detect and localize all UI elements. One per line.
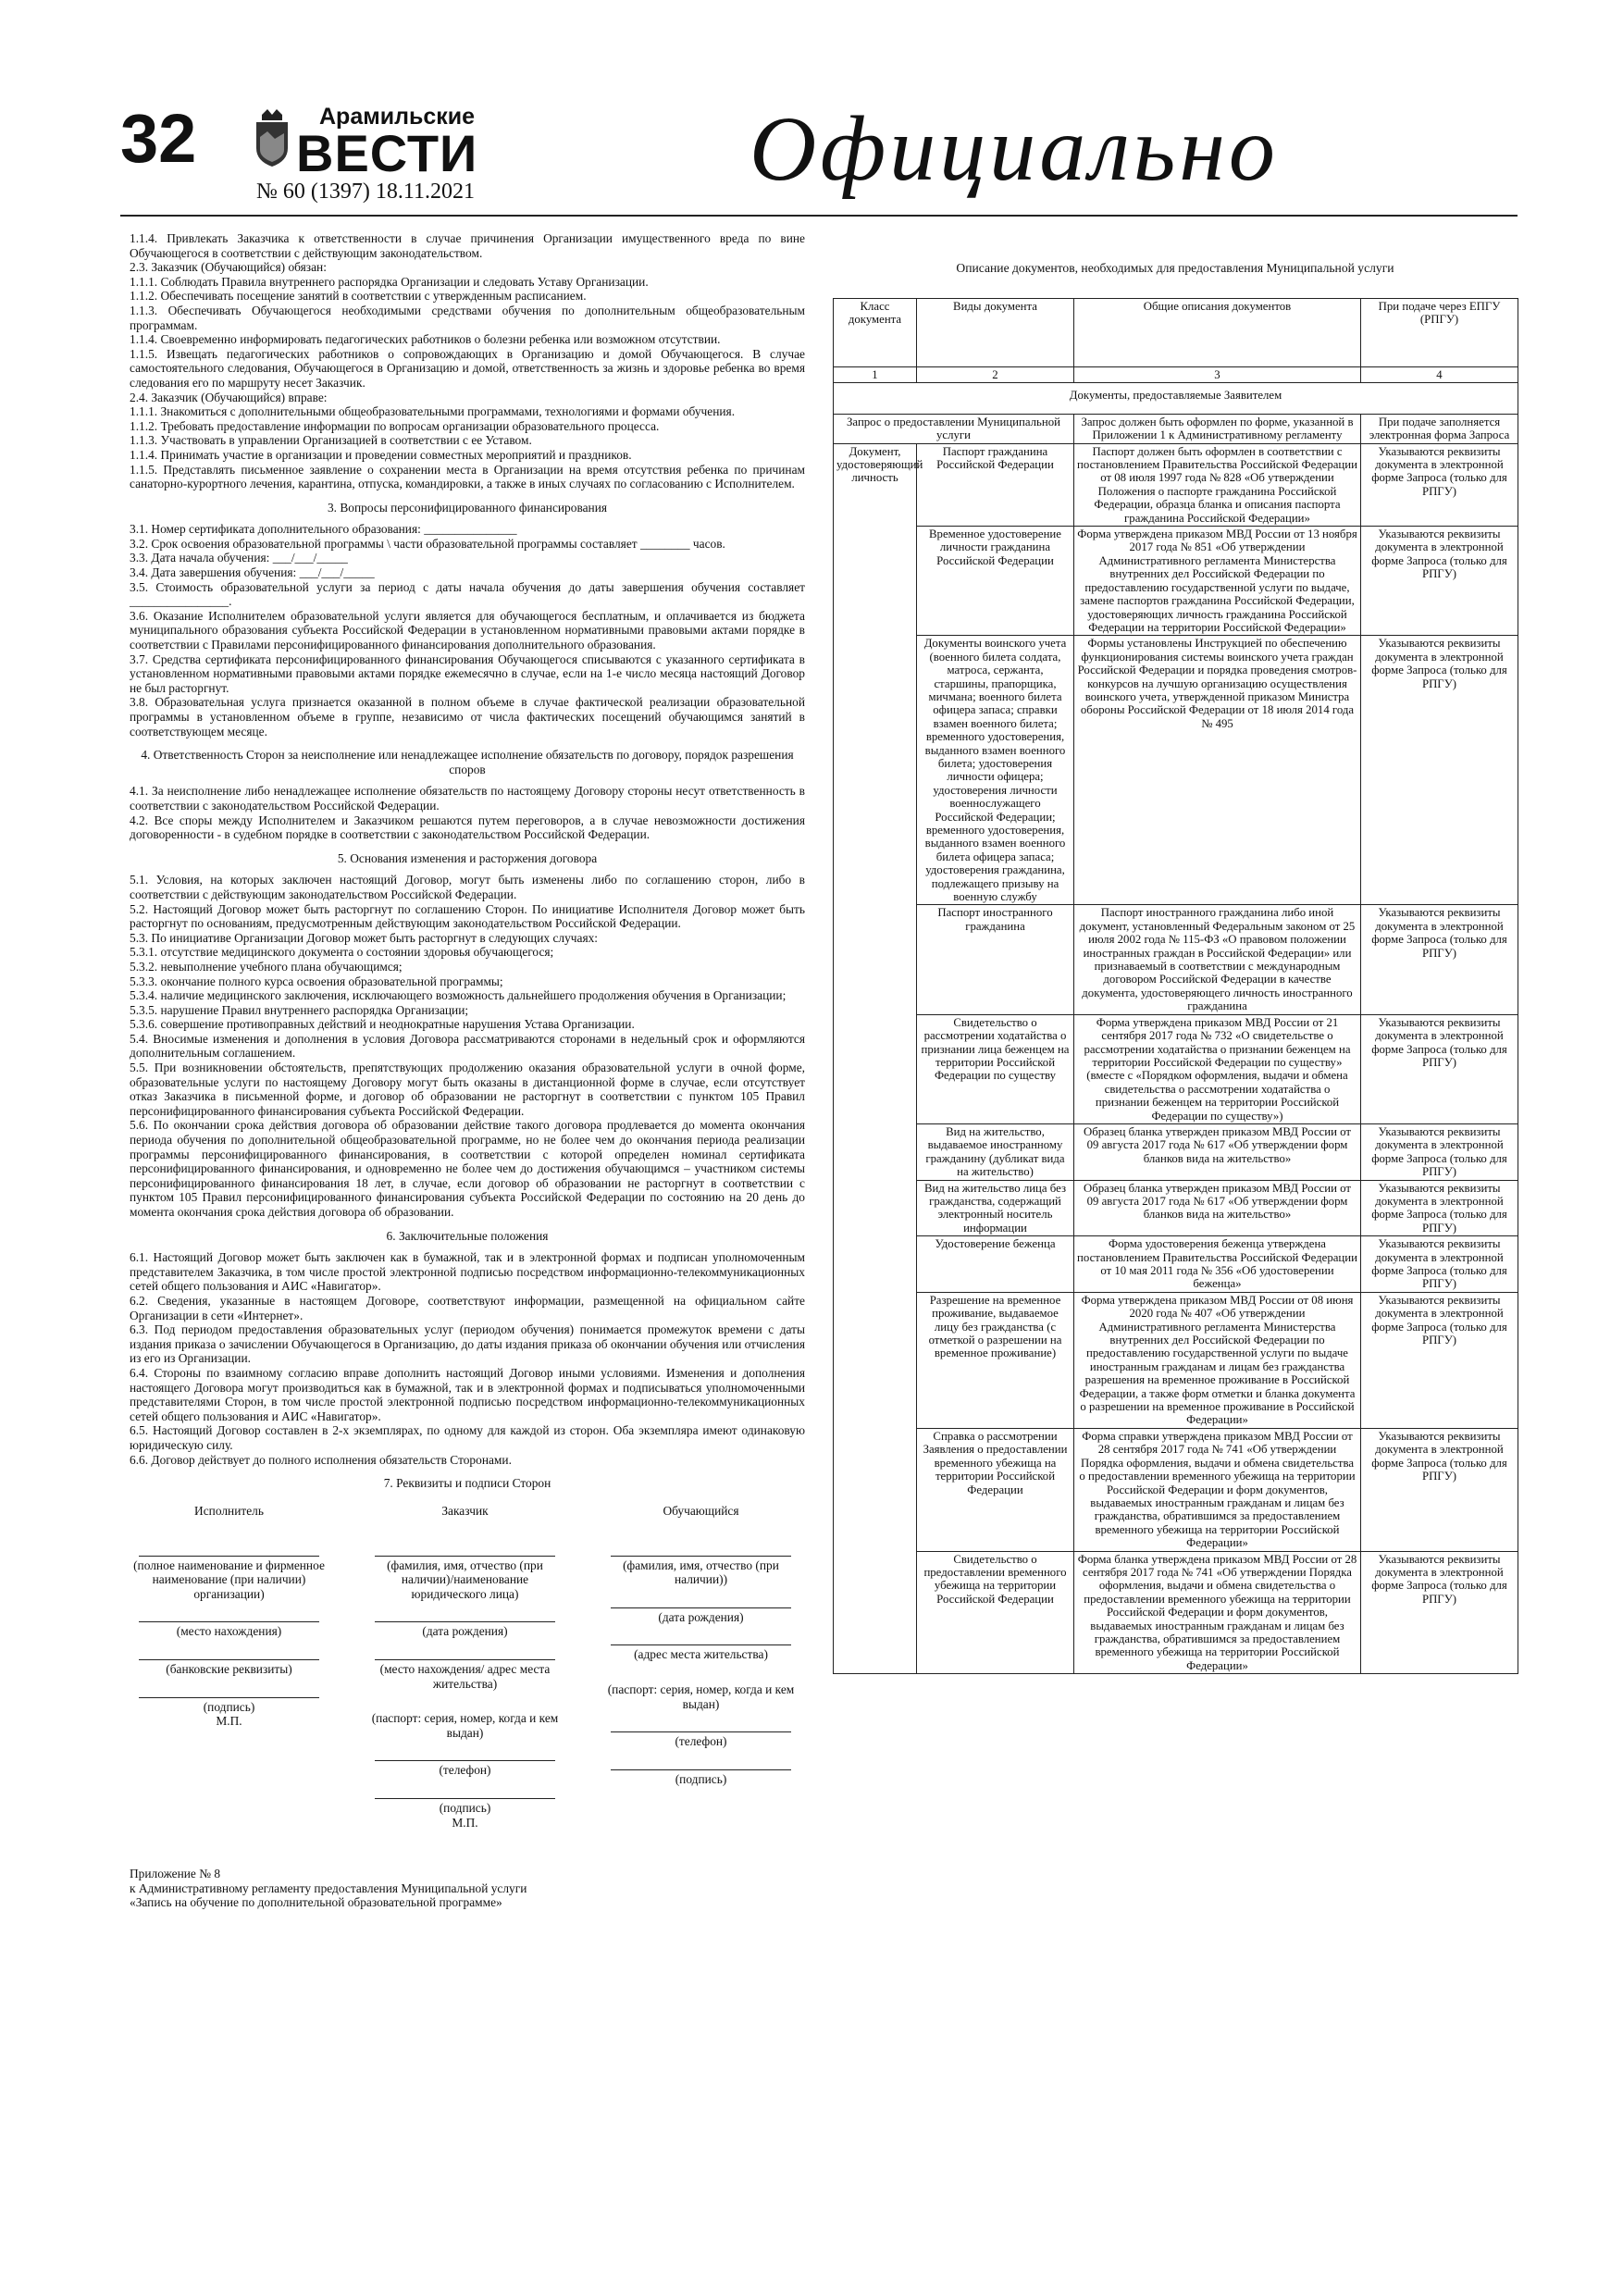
issue-info: № 60 (1397) 18.11.2021 [256,180,475,204]
section-title: 4. Ответственность Сторон за неисполнение или ненадлежащее исполнение обязательств по договору, порядок разрешения споров [141,748,794,776]
paragraph: 3.8. Образовательная услуга признается оказанной в полном объеме в случае фактической реализации образовательной программы в установленном объеме в группе, независимо от числа фактических посещений обучающимся занятий в соответствующем месяце. [130,695,805,738]
table-row [834,1180,1518,1236]
paragraph: 1.1.5. Извещать педагогических работников о сопровождающих в Организацию и домой Обучающегося. В случае самостоятельного следования, Обучающегося в Организацию и домой, ответственность за жизнь и здоровье ребенка во время следования его по маршруту несет Заказчик. [130,346,805,390]
paragraph: 2.4. Заказчик (Обучающийся) вправе: [130,390,328,404]
signature-column-executor [130,1504,328,1729]
signature-field: (телефон) [675,1734,727,1749]
table-header-cell: Общие описания документов [1074,299,1361,367]
table-cell: При подаче заполняется электронная форма Запроса [1361,414,1518,443]
stamp-mark: М.П. [452,1815,478,1830]
header-rule [120,215,1518,217]
paragraph: 5.3. По инициативе Организации Договор может быть расторгнут в следующих случаях: [130,930,599,945]
table-cell: Запрос должен быть оформлен по форме, указанной в Приложении 1 к Административному регламенту [1074,414,1361,443]
paragraph: 3.4. Дата завершения обучения: ___/___/_____ [130,565,375,580]
table-header-cell: При подаче через ЕПГУ (РПГУ) [1361,299,1518,367]
contract-text-column [130,231,805,2277]
signature-head: Заказчик [441,1504,489,1518]
table-section-title: Документы, предоставляемые Заявителем [834,383,1518,414]
signature-column-student [601,1504,800,1806]
stamp-mark: М.П. [216,1714,242,1729]
page-number: 32 [120,100,197,177]
table-cell: Форма бланка утверждена приказом МВД России от 28 сентября 2017 года № 741 «Об утверждении Порядка оформления, выдачи и обмена свидетельства о предоставлении временного убежища на территории Российской Федерации и форм документов, выдаваемых иностранным гражданам и лицам без гражданства, обратившимся за предоставлением временного убежища на территории Российской Федерации» [1074,1551,1361,1674]
paragraph: 6.5. Настоящий Договор составлен в 2-х экземплярах, по одному для каждой из сторон. Оба экземпляра имеют одинаковую юридическую силу. [130,1423,805,1452]
table-row [834,1014,1518,1123]
signature-field: (подпись) [675,1771,727,1786]
table-cell: Указываются реквизиты документа в электронной форме Запроса (только для РПГУ) [1361,636,1518,905]
table-cell: Формы установлены Инструкцией по обеспечению функционирования системы воинского учета граждан Российской Федерации и порядка проведения смотров-конкурсов на лучшую организацию осуществления воинского учета, утвержденной приказом Министра обороны Российской Федерации от 18 июля 2014 года № 495 [1074,636,1361,905]
table-cell: Указываются реквизиты документа в электронной форме Запроса (только для РПГУ) [1361,1292,1518,1428]
table-cell: Паспорт должен быть оформлен в соответствии с постановлением Правительства Российской Федерации от 08 июля 1997 года № 828 «Об утверждении Положения о паспорте гражданина Российской Федерации, образца бланка и описания паспорта гражданина Российской Федерации» [1074,443,1361,526]
table-cell: Указываются реквизиты документа в электронной форме Запроса (только для РПГУ) [1361,443,1518,526]
table-cell: Форма утверждена приказом МВД России от 08 июня 2020 года № 407 «Об утверждении Административного регламента Министерства внутренних дел Российской Федерации по предоставлению государственной услуги по выдаче иностранным гражданам и лицам без гражданства разрешения на временное проживание в Российской Федерации, а также форм отметки и бланка документа о разрешении на временное проживание в Российской Федерации» [1074,1292,1361,1428]
table-section-row [834,383,1518,414]
signatures-block [130,1504,805,1830]
paragraph: 6.2. Сведения, указанные в настоящем Договоре, соответствуют информации, размещенной на официальном сайте Организации в сети «Интернет». [130,1293,805,1322]
table-cell: Паспорт иностранного гражданина либо иной документ, установленный Федеральным законом от 25 июля 2002 года № 115-ФЗ «О правовом положении иностранных граждан в Российской Федерации» или признаваемый в соответствии с международным договором Российской Федерации в качестве документа, удостоверяющего личность иностранного гражданина [1074,905,1361,1014]
section-title: 6. Заключительные положения [386,1228,549,1243]
table-cell: Форма утверждена приказом МВД России от 21 сентября 2017 года № 732 «О свидетельстве о рассмотрении ходатайства о признании беженцем на территории Российской Федерации по существу» (вместе с «Порядком оформления, выдачи и обмена свидетельства о рассмотрении ходатайства о признании беженцем на территории Российской Федерации по существу») [1074,1014,1361,1123]
appendix-line: Приложение № 8 [130,1867,221,1880]
signature-field: (место нахождения) [176,1624,282,1639]
table-cell: Вид на жительство лица без гражданства, содержащий электронный носитель информации [917,1180,1074,1236]
table-cell: Указываются реквизиты документа в электронной форме Запроса (только для РПГУ) [1361,1014,1518,1123]
table-cell: Форма удостоверения беженца утверждена постановлением Правительства Российской Федерации от 10 мая 2011 года № 356 «Об удостоверении беженца» [1074,1236,1361,1293]
signature-field: (адрес места жительства) [634,1647,768,1662]
table-cell: Указываются реквизиты документа в электронной форме Запроса (только для РПГУ) [1361,1551,1518,1674]
signature-field: (телефон) [439,1763,491,1778]
paragraph: 6.4. Стороны по взаимному согласию вправе дополнить настоящий Договор иными условиями. Изменения и дополнения настоящего Договора могут производиться как в бумажной, так и в электронной формах и подписываться уполномоченными представителями Сторон, в том числе простой электронной подписью посредством информационно-телекоммуникационных сетей общего пользования и АИС «Навигатор». [130,1365,805,1423]
paragraph: 3.1. Номер сертификата дополнительного образования: _______________ [130,522,517,537]
section-title: 7. Реквизиты и подписи Сторон [383,1476,551,1491]
paragraph: 6.6. Договор действует до полного исполнения обязательств Сторонами. [130,1452,512,1467]
signature-field: (подпись) [203,1699,255,1714]
table-cell: Указываются реквизиты документа в электронной форме Запроса (только для РПГУ) [1361,527,1518,636]
table-cell: Запрос о предоставлении Муниципальной услуги [834,414,1074,443]
table-cell: Паспорт гражданина Российской Федерации [917,443,1074,526]
table-cell: Образец бланка утвержден приказом МВД России от 09 августа 2017 года № 617 «Об утверждении форм бланков вида на жительство» [1074,1180,1361,1236]
paragraph: 5.6. По окончании срока действия договора об образовании действие такого договора продлевается до момента окончания периода обучения по дополнительной общеобразовательной программе, но не более чем до окончания периода реализации программы персонифицированного финансирования, в соответствии с которой определен номинал сертификата персонифицированного финансирования, и одновременно не более чем до достижения обучающимся – участником системы персонифицированного финансирования 18 лет, в случае, если договор об образовании не расторгнут в соответствии с пунктом 105 Правил персонифицированного финансирования субъекта Российской Федерации по состоянию на 20 день до момента окончания срока действия договора об образовании. [130,1118,805,1219]
column-number: 4 [1361,367,1518,383]
column-number: 2 [917,367,1074,383]
table-row [834,443,1518,526]
paragraph: 1.1.1. Соблюдать Правила внутреннего распорядка Организации и следовать Уставу Организации. [130,274,649,289]
table-caption: Описание документов, необходимых для предоставления Муниципальной услуги [956,261,1394,275]
table-cell: Свидетельство о предоставлении временного убежища на территории Российской Федерации [917,1551,1074,1674]
paragraph: 5.3.1. отсутствие медицинского документа о состоянии здоровья обучающегося; [130,945,554,960]
column-number: 3 [1074,367,1361,383]
table-cell: Разрешение на временное проживание, выдаваемое лицу без гражданства (с отметкой о разрешении на временное проживание) [917,1292,1074,1428]
table-body [834,383,1518,1674]
paragraph: 3.7. Средства сертификата персонифицированного финансирования Обучающегося списываются с указанного сертификата в установленном нормативными правовыми актами порядке ежемесячно в случае, если на 1-е число месяца настоящий Договор не был расторгнут. [130,652,805,695]
signature-field: (банковские реквизиты) [166,1661,292,1676]
signature-field: (полное наименование и фирменное наименование (при наличии) организации) [133,1558,325,1601]
signature-field: (дата рождения) [658,1609,744,1624]
table-cell: Указываются реквизиты документа в электронной форме Запроса (только для РПГУ) [1361,1123,1518,1180]
signature-field: (дата рождения) [422,1624,508,1639]
appendix-note [130,1867,805,1910]
paragraph: 5.5. При возникновении обстоятельств, препятствующих продолжению оказания образовательной услуги в очной форме, образовательные услуги по настоящему Договору могут быть оказаны в дистанционной форме в случае, если отсутствует отказ Заказчика в письменной форме, и договор об образовании не расторгнут в соответствии с пунктом 105 Правил персонифицированного финансирования субъекта Российской Федерации. [130,1061,805,1118]
table-cell: Вид на жительство, выдаваемое иностранному гражданину (дубликат вида на жительство) [917,1123,1074,1180]
contract-body [130,231,805,1491]
paragraph: 6.1. Настоящий Договор может быть заключен как в бумажной, так и в электронной формах и подписан уполномоченным представителем Заказчика, в том числе простой электронной подписью посредством информационно-телекоммуникационных сетей общего пользования и АИС «Навигатор». [130,1250,805,1294]
table-cell: Справка о рассмотрении Заявления о предоставлении временного убежища на территории Российской Федерации [917,1428,1074,1551]
signature-field: (подпись) [439,1800,491,1815]
table-header-row [834,299,1518,367]
crest-icon [254,109,290,167]
brand-subtitle: Арамильские [319,104,476,130]
table-row [834,1428,1518,1551]
signature-head: Обучающийся [663,1504,739,1518]
table-header-cell: Виды документа [917,299,1074,367]
table-row [834,1123,1518,1180]
paragraph: 1.1.5. Представлять письменное заявление о сохранении места в Организации на время отсутствия ребенка по причинам санаторно-курортного лечения, карантина, отпуска, командировки, а также в иных случаях по согласованию с Исполнителем. [130,462,805,491]
paragraph: 5.3.5. нарушение Правил внутреннего распорядка Организации; [130,1002,469,1017]
signature-field: (фамилия, имя, отчество (при наличии)/наименование юридического лица) [387,1558,543,1601]
paragraph: 5.3.2. невыполнение учебного плана обучающимся; [130,959,403,974]
paragraph: 1.1.2. Требовать предоставление информации по вопросам организации образовательного процесса. [130,418,660,433]
signature-field: (паспорт: серия, номер, когда и кем выдан) [607,1682,795,1711]
newspaper-logo [254,104,478,182]
table-row [834,527,1518,636]
signature-field: (фамилия, имя, отчество (при наличии)) [623,1558,779,1587]
paragraph: 3.6. Оказание Исполнителем образовательной услуги является для обучающегося бесплатным, и оплачивается из бюджета муниципального образования субъекта Российской Федерации в установленном нормативными правовыми актами порядке в соответствии с Правилами персонифицированного финансирования дополнительного образования. [130,608,805,652]
table-cell: Паспорт иностранного гражданина [917,905,1074,1014]
table-cell: Указываются реквизиты документа в электронной форме Запроса (только для РПГУ) [1361,905,1518,1014]
documents-table [833,298,1518,1674]
signature-column-customer [365,1504,564,1830]
table-cell: Документы воинского учета (военного билета солдата, матроса, сержанта, старшины, прапорщика, мичмана; военного билета офицера запаса; справки взамен военного билета; временного удостоверения, выданного взамен военного билета; удостоверения личности офицера; удостоверения личности военнослужащего Российской Федерации; временного удостоверения, выданного взамен военного билета офицера запаса; удостоверения гражданина, подлежащего призыву на военную службу [917,636,1074,905]
paragraph: 1.1.1. Знакомиться с дополнительными общеобразовательными программами, технологиями и формами обучения. [130,404,736,419]
paragraph: 1.1.2. Обеспечивать посещение занятий в соответствии с утвержденным расписанием. [130,289,587,304]
table-row [834,1551,1518,1674]
document-class-cell: Документ, удостоверяющий личность [834,443,917,1674]
table-cell: Указываются реквизиты документа в электронной форме Запроса (только для РПГУ) [1361,1180,1518,1236]
paragraph: 5.2. Настоящий Договор может быть расторгнут по соглашению Сторон. По инициативе Исполнителя Договор может быть расторгнут по основаниям, предусмотренным действующим законодательством Российской Федерации. [130,901,805,931]
paragraph: 1.1.3. Участвовать в управлении Организацией в соответствии с ее Уставом. [130,433,532,448]
paragraph: 1.1.4. Своевременно информировать педагогических работников о болезни ребенка или возможном отсутствии. [130,332,721,347]
table-cell: Удостоверение беженца [917,1236,1074,1293]
paragraph: 1.1.4. Принимать участие в организации и проведении совместных мероприятий и праздников. [130,447,632,462]
table-row [834,905,1518,1014]
column-number: 1 [834,367,917,383]
table-cell: Образец бланка утвержден приказом МВД России от 09 августа 2017 года № 617 «Об утверждении форм бланков вида на жительство» [1074,1123,1361,1180]
table-cell: Форма утверждена приказом МВД России от 13 ноября 2017 года № 851 «Об утверждении Административного регламента Министерства внутренних дел Российской Федерации по предоставлению государственной услуги по выдаче, замене паспортов гражданина Российской Федерации, удостоверяющих личность гражданина Российской Федерации на территории Российской Федерации» [1074,527,1361,636]
paragraph: 5.1. Условия, на которых заключен настоящий Договор, могут быть изменены либо по соглашению сторон, либо в соответствии с действующим законодательством Российской Федерации. [130,873,805,901]
table-cell: Форма справки утверждена приказом МВД России от 28 сентября 2017 года № 741 «Об утверждении Порядка оформления, выдачи и обмена свидетельства о предоставлении временного убежища на территории Российской Федерации и форм документов, выдаваемых иностранным гражданам и лицам без гражданства, обратившимся за предоставлением временного убежища на территории Российской Федерации» [1074,1428,1361,1551]
paragraph: 3.5. Стоимость образовательной услуги за период с даты начала обучения до даты завершения обучения составляет ________________. [130,579,805,609]
table-cell: Указываются реквизиты документа в электронной форме Запроса (только для РПГУ) [1361,1428,1518,1551]
paragraph: 3.3. Дата начала обучения: ___/___/_____ [130,551,348,565]
paragraph: 5.4. Вносимые изменения и дополнения в условия Договора рассматриваются сторонами в недельный срок и оформляются дополнительным соглашением. [130,1031,805,1061]
table-number-row [834,367,1518,383]
signature-field: (место нахождения/ адрес места жительства) [379,1661,551,1691]
section-title: 3. Вопросы персонифицированного финансирования [327,500,608,515]
table-row [834,414,1518,443]
paragraph: 5.3.4. наличие медицинского заключения, исключающего возможность дальнейшего продолжения обучения в Организации; [130,988,787,1003]
paragraph: 5.3.3. окончание полного курса освоения образовательной программы; [130,974,503,988]
table-row [834,1292,1518,1428]
paragraph: 4.2. Все споры между Исполнителем и Заказчиком решаются путем переговоров, а в случае невозможности достижения договоренности - в судебном порядке в соответствии с законодательством Российской Федерации. [130,813,805,842]
signature-head: Исполнитель [194,1504,264,1518]
table-cell: Временное удостоверение личности гражданина Российской Федерации [917,527,1074,636]
paragraph: 4.1. За неисполнение либо ненадлежащее исполнение обязательств по настоящему Договору стороны несут ответственность в соответствии с законодательством Российской Федерации. [130,784,805,813]
paragraph: 5.3.6. совершение противоправных действий и неоднократные нарушения Устава Организации. [130,1017,635,1032]
rubric-title: Официально [750,97,1279,200]
appendix-line: к Административному регламенту предоставления Муниципальной услуги [130,1880,527,1895]
paragraph: 2.3. Заказчик (Обучающийся) обязан: [130,260,327,275]
table-row [834,636,1518,905]
paragraph: 1.1.4. Привлекать Заказчика к ответственности в случае причинения Организации имущественного вреда по вине Обучающегося в соответствии с действующим законодательством. [130,231,805,260]
table-row [834,1236,1518,1293]
table-cell: Указываются реквизиты документа в электронной форме Запроса (только для РПГУ) [1361,1236,1518,1293]
paragraph: 6.3. Под периодом предоставления образовательных услуг (периодом обучения) понимается промежуток времени с даты издания приказа о зачислении Обучающегося в Организацию, до даты издания приказа об окончании обучения или отчисления из его из Организации. [130,1322,805,1366]
brand-title: ВЕСТИ [296,124,478,182]
paragraph: 1.1.3. Обеспечивать Обучающегося необходимыми средствами обучения по дополнительным общеобразовательным программам. [130,303,805,332]
appendix-line: «Запись на обучение по дополнительной образовательной программе» [130,1895,502,1910]
page-header [120,93,1518,213]
section-title: 5. Основания изменения и расторжения договора [337,850,598,865]
table-cell: Свидетельство о рассмотрении ходатайства о признании лица беженцем на территории Российской Федерации по существу [917,1014,1074,1123]
table-header-cell: Класс документа [834,299,917,367]
signature-field: (паспорт: серия, номер, когда и кем выдан) [371,1711,559,1740]
paragraph: 3.2. Срок освоения образовательной программы \ части образовательной программы составляет ________ часов. [130,536,725,551]
